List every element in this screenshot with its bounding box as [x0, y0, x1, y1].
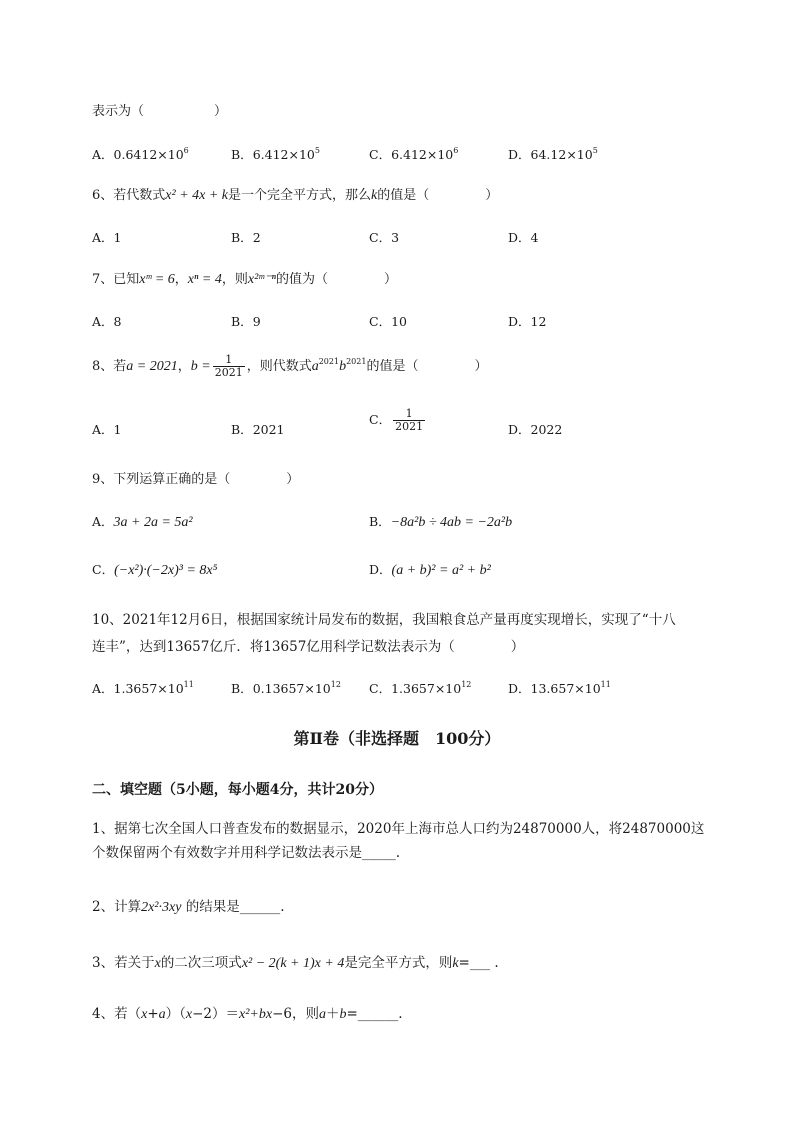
- option-text: 3a + 2a = 5a²: [113, 515, 193, 530]
- option-text: 1.3657×10: [113, 681, 184, 696]
- option-text: 9: [252, 314, 261, 329]
- option-text: 0.6412×10: [113, 147, 184, 162]
- option-text: 6.412×10: [391, 147, 454, 162]
- part2-title: 第Ⅱ卷（非选择题 100分）: [293, 729, 501, 748]
- option-label: A．: [92, 681, 114, 696]
- option-text: 4: [530, 230, 539, 245]
- q8-base-a: a: [311, 359, 319, 374]
- q7-stem: [92, 268, 397, 288]
- q9-option-c[interactable]: [92, 560, 217, 579]
- fill-q3-var: x: [154, 956, 161, 971]
- q6-option-d[interactable]: [508, 228, 538, 246]
- q8-cond1: a = 2021: [126, 359, 178, 374]
- q5-option-a[interactable]: [92, 145, 189, 163]
- q5-option-c[interactable]: [369, 145, 458, 163]
- option-text: 2022: [530, 422, 563, 437]
- q6-expr: x² + 4x + k: [165, 188, 229, 203]
- option-label: C．: [369, 314, 392, 329]
- fill-q2-prefix: 2、计算: [92, 899, 142, 915]
- option-text: 0.13657×10: [252, 681, 331, 696]
- q8-option-c[interactable]: [369, 408, 427, 433]
- q9-stem: [92, 468, 299, 487]
- q8-option-b[interactable]: [231, 420, 285, 438]
- option-label: D．: [369, 562, 392, 577]
- q8-base-b: b: [339, 359, 347, 374]
- fill-q4-suffix: =______.: [346, 1006, 403, 1022]
- fraction-denominator: 2021: [214, 366, 243, 379]
- fill-q3-mid: 的二次三项式: [160, 955, 242, 971]
- q7-sep: ，: [174, 272, 188, 287]
- q7-cond1: xᵐ = 6: [139, 272, 175, 287]
- section2-heading: 二、填空题（5小题，每小题4分，共计20分）: [92, 782, 383, 798]
- fill-q3: [92, 951, 499, 972]
- option-label: B．: [231, 147, 253, 162]
- q7-option-c[interactable]: [369, 312, 407, 330]
- q8-suffix: 的值是（: [366, 359, 419, 374]
- q6-option-b[interactable]: [231, 228, 261, 246]
- fill-q4-x2: x: [185, 1007, 193, 1022]
- fill-q4-a1: a: [158, 1007, 166, 1022]
- q7-prefix: 7、已知: [92, 272, 140, 287]
- option-label: D．: [508, 230, 531, 245]
- option-exp: 12: [330, 680, 341, 689]
- option-text: 6.412×10: [252, 147, 315, 162]
- q5-stem-close: ）: [214, 104, 228, 119]
- option-label: B．: [231, 314, 253, 329]
- q9-option-b[interactable]: [369, 512, 512, 531]
- fraction-numerator: 1: [405, 407, 413, 420]
- option-text: 12: [530, 314, 547, 329]
- option-text: 1: [113, 230, 122, 245]
- option-text: (−x²)·(−2x)³ = 8x⁵: [114, 563, 218, 578]
- q8-option-d[interactable]: [508, 420, 562, 438]
- option-exp: 11: [183, 680, 194, 689]
- q6-option-a[interactable]: [92, 228, 121, 246]
- q10-line2: [92, 635, 524, 655]
- option-exp: 6: [183, 146, 189, 155]
- fill-q4-p1: +: [147, 1006, 159, 1022]
- option-text: 64.12×10: [530, 147, 593, 162]
- q6-prefix: 6、若代数式: [92, 188, 166, 203]
- fraction-numerator: 1: [225, 353, 233, 366]
- fill-q1-line1: 1、据第七次全国人口普查发布的数据显示，2020年上海市总人口约为24870000人，将24870000这: [92, 821, 705, 837]
- option-label: C．: [369, 681, 392, 696]
- option-text: 8: [113, 314, 122, 329]
- q8-stem: [92, 354, 487, 379]
- option-label: C．: [92, 562, 115, 577]
- q9-close: ）: [286, 472, 300, 487]
- q10-option-b[interactable]: [231, 679, 341, 697]
- fill-q4-prefix: 4、若（: [92, 1006, 142, 1022]
- q10-line1: 10、2021年12月6日，根据国家统计局发布的数据，我国粮食总产量再度实现增长，实现了“十八: [92, 612, 676, 628]
- q5-stem-text: 表示为（: [92, 104, 145, 119]
- q6-suffix: 的值是（: [377, 188, 430, 203]
- q8-b-lhs: b =: [190, 359, 211, 374]
- option-text: 13.657×10: [530, 681, 601, 696]
- q5-stem-tail: [92, 100, 227, 119]
- q8-close: ）: [474, 359, 488, 374]
- option-label: C．: [369, 230, 392, 245]
- fill-q4-p3: −2）＝: [192, 1006, 239, 1022]
- fill-q4-a2: a: [318, 1007, 326, 1022]
- q7-option-b[interactable]: [231, 312, 261, 330]
- q5-option-d[interactable]: [508, 145, 598, 163]
- option-exp: 6: [453, 146, 459, 155]
- option-text: 1: [113, 422, 122, 437]
- fill-q2-suffix: 的结果是______.: [181, 899, 285, 915]
- q6-mid: 是一个完全平方式，那么: [228, 188, 372, 203]
- fill-q2-expr: 2x²·3xy: [141, 900, 182, 915]
- option-label: A．: [92, 230, 114, 245]
- option-label: D．: [508, 422, 531, 437]
- option-exp: 12: [461, 680, 472, 689]
- q6-stem: [92, 184, 498, 204]
- fill-q3-var2: k: [452, 956, 459, 971]
- fill-q1-line2: 个数保留两个有效数字并用科学记数法表示是_____.: [92, 845, 401, 861]
- q7-suffix: 的值为（: [275, 272, 328, 287]
- q8-option-a[interactable]: [92, 420, 121, 438]
- q7-mid: ，则: [221, 272, 248, 287]
- option-text: 2: [252, 230, 261, 245]
- option-label: C．: [369, 412, 392, 427]
- option-label: A．: [92, 514, 114, 529]
- option-label: A．: [92, 314, 114, 329]
- fill-q4-x1: x: [141, 1007, 148, 1022]
- fill-q3-expr: x² − 2(k + 1)x + 4: [241, 956, 345, 971]
- option-label: D．: [508, 147, 531, 162]
- option-exp: 11: [600, 680, 611, 689]
- fill-q2: [92, 895, 285, 916]
- q8-exp-b: 2021: [346, 357, 367, 366]
- q6-var: k: [371, 188, 378, 203]
- fill-q3-prefix: 3、若关于: [92, 955, 155, 971]
- q8-b-fraction: [213, 354, 245, 379]
- fraction-denominator: 2021: [395, 420, 424, 433]
- option-text: (a + b)² = a² + b²: [391, 563, 491, 578]
- fill-q1: [92, 817, 704, 865]
- fill-q4: [92, 1002, 403, 1023]
- option-text: 3: [391, 230, 400, 245]
- q10-option-a[interactable]: [92, 679, 194, 697]
- q8-exp-a: 2021: [318, 357, 340, 366]
- option-text: −8a²b ÷ 4ab = −2a²b: [390, 515, 513, 530]
- q6-close: ）: [485, 188, 499, 203]
- fill-q4-p4: −6，则: [272, 1006, 319, 1022]
- q5-option-b[interactable]: [231, 145, 320, 163]
- q7-option-d[interactable]: [508, 312, 546, 330]
- q7-cond2: xⁿ = 4: [187, 272, 222, 287]
- q10-option-d[interactable]: [508, 679, 611, 697]
- q9-stem-text: 9、下列运算正确的是（: [92, 472, 231, 487]
- option-label: C．: [369, 147, 392, 162]
- q10-close: ）: [510, 639, 525, 655]
- fill-q4-b: b: [339, 1007, 347, 1022]
- q10-line2-text: 连丰”，达到13657亿斤．将13657亿用科学记数法表示为（: [92, 639, 455, 655]
- fill-q4-p2: ）（: [165, 1006, 186, 1022]
- option-label: A．: [92, 422, 114, 437]
- fill-q3-mid2: 是完全平方式，则: [344, 955, 453, 971]
- option-text: 2021: [252, 422, 285, 437]
- q9-option-a[interactable]: [92, 512, 193, 531]
- option-label: A．: [92, 147, 114, 162]
- q7-close: ）: [383, 272, 397, 287]
- option-label: B．: [369, 514, 391, 529]
- fill-q3-suffix: =___ .: [458, 955, 499, 971]
- q8-prefix: 8、若: [92, 359, 127, 374]
- q8-option-c-fraction: [393, 408, 425, 433]
- option-label: B．: [231, 681, 253, 696]
- q7-option-a[interactable]: [92, 312, 121, 330]
- q8-sep: ，: [177, 359, 191, 374]
- option-exp: 5: [592, 146, 598, 155]
- option-label: D．: [508, 681, 531, 696]
- q6-option-c[interactable]: [369, 228, 399, 246]
- fill-q4-p5: ＋: [325, 1006, 340, 1022]
- option-text: 1.3657×10: [391, 681, 462, 696]
- option-text: 10: [391, 314, 407, 329]
- option-label: D．: [508, 314, 531, 329]
- option-label: B．: [231, 230, 253, 245]
- q7-expr: x²ᵐ⁻ⁿ: [247, 272, 276, 287]
- option-exp: 5: [314, 146, 320, 155]
- option-label: B．: [231, 422, 253, 437]
- q10-option-c[interactable]: [369, 679, 471, 697]
- q9-option-d[interactable]: [369, 560, 491, 579]
- fill-q4-expr: x²+bx: [239, 1007, 273, 1022]
- q8-mid: ，则代数式: [246, 359, 312, 374]
